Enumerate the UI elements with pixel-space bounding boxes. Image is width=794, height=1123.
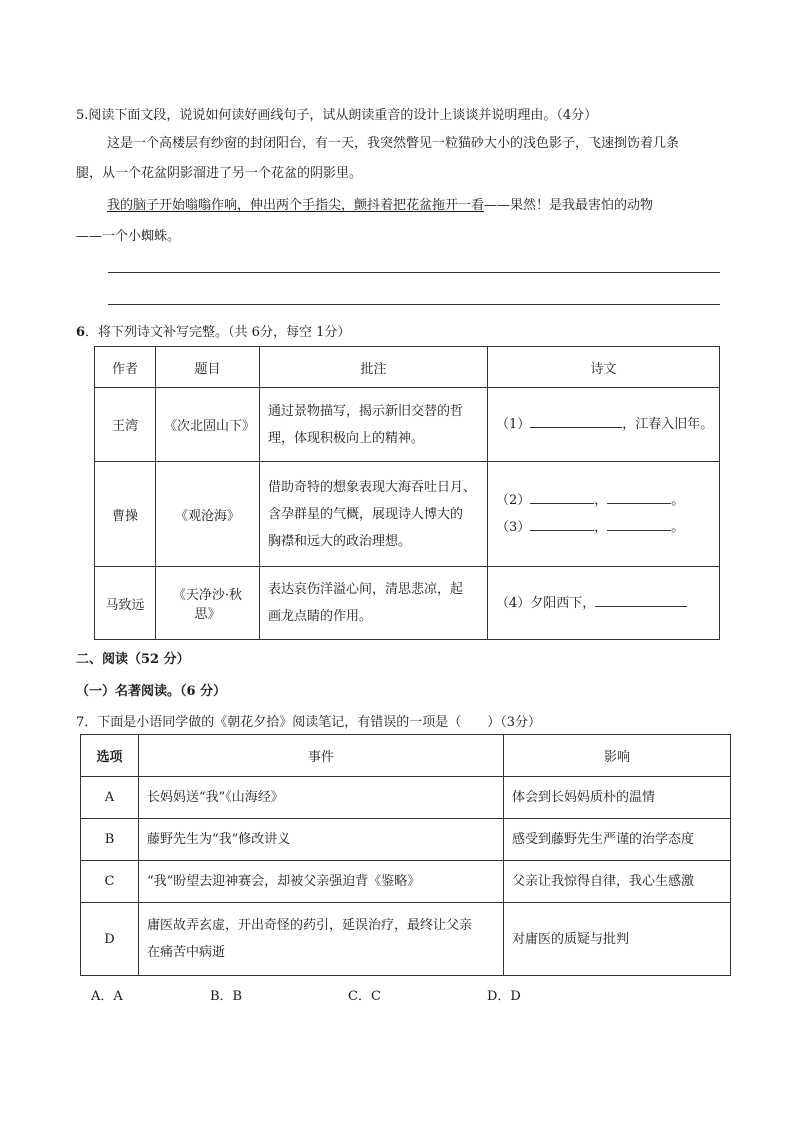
table-row: [81, 861, 731, 903]
q7-effect: 体会到长妈妈质朴的温情: [504, 777, 731, 819]
blank-3b[interactable]: [607, 517, 671, 531]
table-row: [81, 903, 731, 976]
q5-prompt: 5.阅读下面文段，说说如何读好画线句子，试从朗读重音的设计上谈谈并说明理由。（4分）: [76, 108, 598, 123]
q6-note-line: 理，体现积极向上的精神。: [268, 430, 425, 446]
q6-title: 《天净沙·秋思》: [156, 567, 260, 640]
q5-answer-line-2[interactable]: [108, 304, 720, 305]
q6-note-line: 含孕群星的气概，展现诗人博大的: [268, 506, 464, 522]
q6-note-line: 通过景物描写，揭示新旧交替的哲: [268, 403, 464, 419]
blank-2a[interactable]: [530, 490, 594, 504]
q7-event: 庸医故弄玄虚，开出奇怪的药引，延误治疗，最终让父亲 在痛苦中病逝: [139, 903, 504, 976]
q7-choice-b[interactable]: B．B: [210, 989, 243, 1004]
q7-event: 长妈妈送“我”《山海经》: [139, 777, 504, 819]
q6-header-author: 作者: [95, 347, 156, 388]
q7-notes-table: [80, 734, 731, 976]
q7-option: B: [81, 819, 139, 861]
q6-poem: [488, 462, 720, 567]
q6-note-line: 画龙点睛的作用。: [268, 609, 373, 624]
q7-option: A: [81, 777, 139, 819]
blank-2b[interactable]: [607, 490, 671, 504]
table-row: [95, 462, 720, 567]
q5-paragraph1-line1: 这是一个高楼层有纱窗的封闭阳台，有一天，我突然瞥见一粒猫砂大小的浅色影子，飞速捯饬着几条: [107, 136, 680, 151]
q6-prompt: [76, 321, 350, 340]
q6-note: [260, 462, 488, 567]
q7-event: “我”盼望去迎神赛会，却被父亲强迫背《鉴略》: [139, 861, 504, 903]
blank-3a[interactable]: [530, 517, 594, 531]
table-row: [81, 819, 731, 861]
q6-header-note: 批注: [260, 347, 488, 388]
q7-effect: 感受到藤野先生严谨的治学态度: [504, 819, 731, 861]
q7-header-effect: 影响: [504, 735, 731, 777]
q7-choice-c[interactable]: C．C: [348, 989, 381, 1004]
table-row: [81, 777, 731, 819]
q6-header-title: 题目: [156, 347, 260, 388]
q6-poem-line-3: （3） ， 。: [496, 514, 711, 541]
q6-poem-line-2: （2） ， 。: [496, 487, 711, 514]
q7-header-option: 选项: [81, 735, 139, 777]
q6-number: 6: [76, 325, 86, 340]
q7-effect: 对庸医的质疑与批判: [504, 903, 731, 976]
q6-note: [260, 388, 488, 462]
q6-poem-table: [94, 346, 720, 640]
q5-underlined-sentence: 我的脑子开始嗡嗡作响，伸出两个手指尖，颤抖着把花盆拖开一看: [107, 198, 485, 213]
q5-paragraph2-line2: ——一个小蜘蛛。: [76, 229, 181, 244]
q6-title: 《观沧海》: [156, 462, 260, 567]
q5-paragraph2-rest: ——果然！是我最害怕的动物: [484, 198, 654, 213]
q6-author: 王湾: [95, 388, 156, 462]
q6-author: 马致远: [95, 567, 156, 640]
table-row: [95, 567, 720, 640]
q7-header-event: 事件: [139, 735, 504, 777]
q6-poem: [488, 567, 720, 640]
q7-option: D: [81, 903, 139, 976]
q6-note-line: 胸襟和远大的政治理想。: [268, 533, 412, 549]
q7-event: 藤野先生为“我”修改讲义: [139, 819, 504, 861]
q6-poem: [488, 388, 720, 462]
q6-author: 曹操: [95, 462, 156, 567]
section2-sub1: （一）名著阅读。（6 分）: [76, 684, 227, 699]
q6-prompt-text: ．将下列诗文补写完整。（共 6分，每空 1分）: [85, 325, 351, 340]
q6-note-line: 借助奇特的想象表现大海吞吐日月、: [268, 479, 477, 495]
blank-4[interactable]: [595, 593, 687, 607]
q7-option: C: [81, 861, 139, 903]
q7-effect: 父亲让我惊得自律，我心生感激: [504, 861, 731, 903]
table-row: [95, 388, 720, 462]
q6-note: [260, 567, 488, 640]
q6-title: 《次北固山下》: [156, 388, 260, 462]
q5-answer-line-1[interactable]: [108, 272, 720, 273]
q6-note-line: 表达哀伤洋溢心间，清思悲凉，起: [268, 582, 464, 597]
q5-paragraph2-line1: [107, 196, 653, 216]
q6-poem-line-1: （1） ，江春入旧年。: [496, 411, 711, 438]
q7-choice-a[interactable]: A．A: [91, 989, 123, 1004]
q7-prompt: 7．下面是小语同学做的《朝花夕拾》阅读笔记，有错误的一项是（ ）（3分）: [76, 715, 542, 730]
q6-poem-line-4: （4）夕阳西下，: [496, 590, 711, 617]
q5-paragraph1-line2: 腿，从一个花盆阴影溜进了另一个花盆的阴影里。: [76, 166, 363, 181]
section2-title: 二、阅读（52 分）: [76, 652, 190, 667]
q7-choice-d[interactable]: D．D: [487, 989, 521, 1004]
blank-1[interactable]: [530, 414, 622, 428]
q6-header-poem: 诗文: [488, 347, 720, 388]
